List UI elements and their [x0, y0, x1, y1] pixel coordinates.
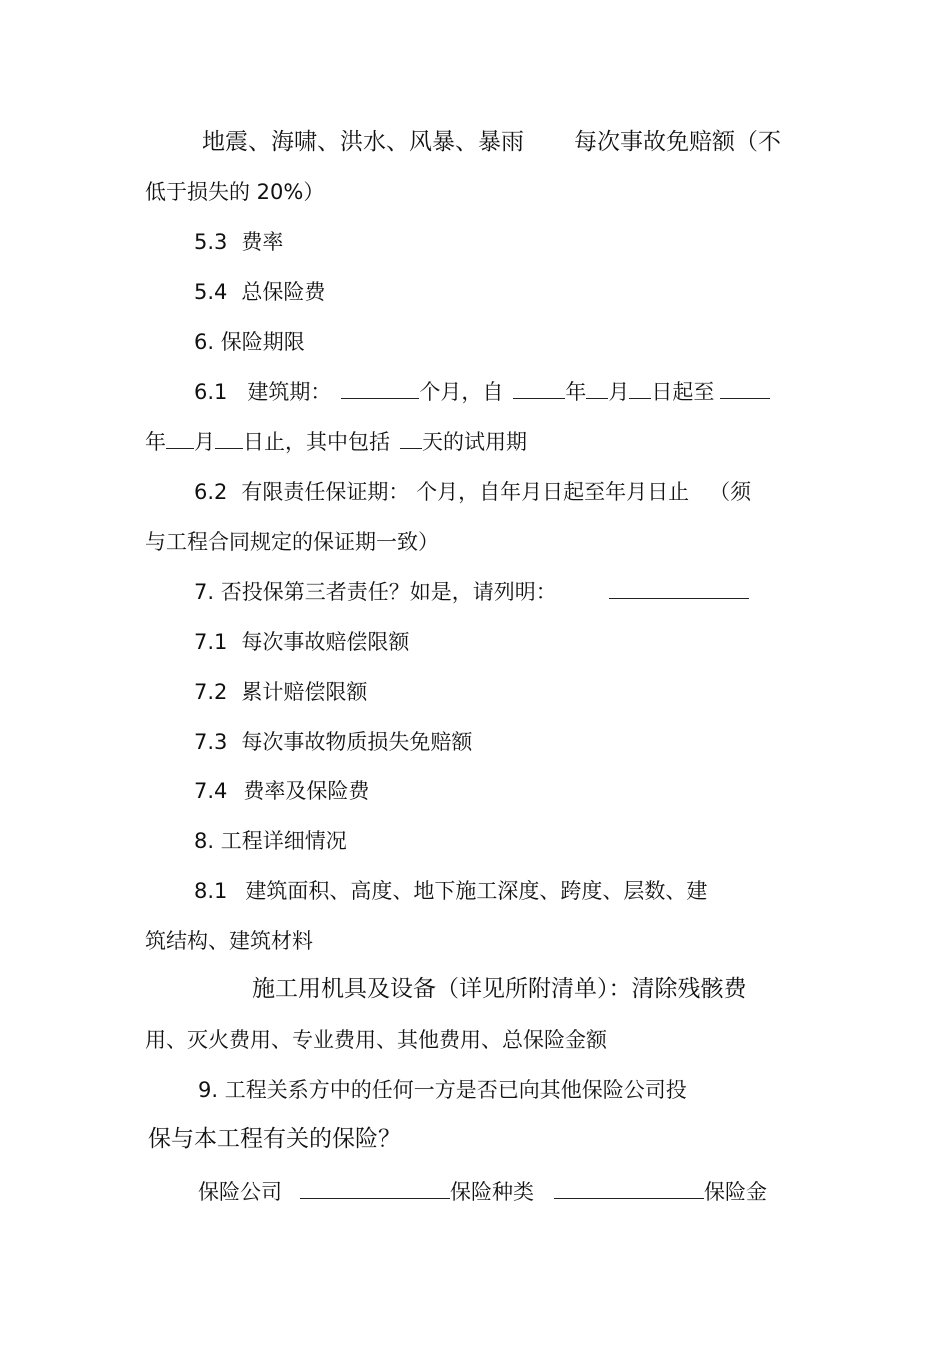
blank-field[interactable] [586, 378, 608, 399]
heading-8: 8. 工程详细情况 [194, 829, 347, 853]
item-7-4: 7.4 费率及保险费 [194, 779, 370, 803]
line-1: 地震、海啸、洪水、风暴、暴雨 每次事故免赔额（不 [202, 129, 781, 155]
item-7-1: 7.1 每次事故赔偿限额 [194, 630, 410, 654]
item-5-3: 5.3 费率 [194, 230, 284, 254]
blank-field[interactable] [300, 1178, 450, 1199]
blank-field[interactable] [513, 378, 565, 399]
blank-field[interactable] [720, 378, 770, 399]
line-17: 筑结构、建筑材料 [145, 929, 313, 953]
item-6-1: 6.1 建筑期： 个月，自 年 月 日起至 [194, 378, 770, 406]
line-21: 保与本工程有关的保险？ [148, 1126, 401, 1152]
line-9: 与工程合同规定的保证期一致） [145, 530, 439, 554]
blank-field[interactable] [341, 378, 419, 399]
heading-7: 7. 否投保第三者责任？如是，请列明： [194, 578, 749, 606]
line-22: 保险公司 保险种类 保险金 [198, 1180, 767, 1204]
blank-field[interactable] [400, 428, 422, 449]
blank-field[interactable] [554, 1178, 704, 1199]
item-8-1: 8.1 建筑面积、高度、地下施工深度、跨度、层数、建 [194, 879, 708, 903]
line-2: 低于损失的 20%） [145, 180, 325, 204]
heading-9: 9. 工程关系方中的任何一方是否已向其他保险公司投 [198, 1078, 687, 1102]
heading-6: 6. 保险期限 [194, 330, 305, 354]
line-19: 用、灭火费用、专业费用、其他费用、总保险金额 [145, 1028, 607, 1052]
line-7: 年 月 日止，其中包括 天的试用期 [145, 430, 527, 454]
item-7-2: 7.2 累计赔偿限额 [194, 680, 368, 704]
blank-field[interactable] [629, 378, 651, 399]
item-6-2: 6.2 有限责任保证期： 个月，自年月日起至年月日止 （须 [194, 480, 752, 504]
blank-field[interactable] [166, 428, 194, 449]
blank-field[interactable] [609, 578, 749, 599]
line-18: 施工用机具及设备（详见所附清单）：清除残骸费 [252, 976, 747, 1002]
blank-field[interactable] [215, 428, 243, 449]
item-5-4: 5.4 总保险费 [194, 280, 326, 304]
item-7-3: 7.3 每次事故物质损失免赔额 [194, 730, 473, 754]
